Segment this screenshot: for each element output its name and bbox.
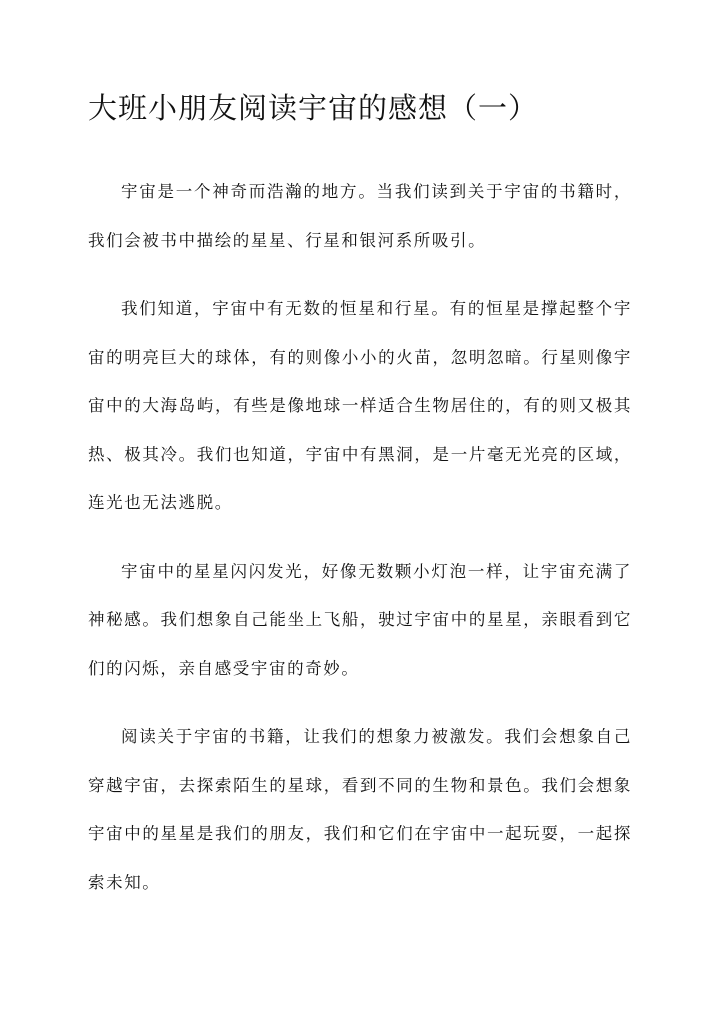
document-title: 大班小朋友阅读宇宙的感想（一） [88, 91, 539, 125]
paragraph-2: 我们知道，宇宙中有无数的恒星和行星。有的恒星是撑起整个宇宙的明亮巨大的球体，有的则像小小的火苗，忽明忽暗。行星则像宇宙中的大海岛屿，有些是像地球一样适合生物居住的，有的则又极其热、极其冷。我们也知道，宇宙中有黑洞，是一片毫无光亮的区域，连光也无法逃脱。 [88, 299, 632, 512]
paragraph-3: 宇宙中的星星闪闪发光，好像无数颗小灯泡一样，让宇宙充满了神秘感。我们想象自己能坐上飞船，驶过宇宙中的星星，亲眼看到它们的闪烁，亲自感受宇宙的奇妙。 [88, 561, 632, 678]
document-body [88, 168, 632, 907]
paragraph-1: 宇宙是一个神奇而浩瀚的地方。当我们读到关于宇宙的书籍时，我们会被书中描绘的星星、行星和银河系所吸引。 [88, 182, 632, 250]
paragraph-4: 阅读关于宇宙的书籍，让我们的想象力被激发。我们会想象自己穿越宇宙，去探索陌生的星球，看到不同的生物和景色。我们会想象宇宙中的星星是我们的朋友，我们和它们在宇宙中一起玩耍，一起探索未知。 [88, 727, 632, 892]
